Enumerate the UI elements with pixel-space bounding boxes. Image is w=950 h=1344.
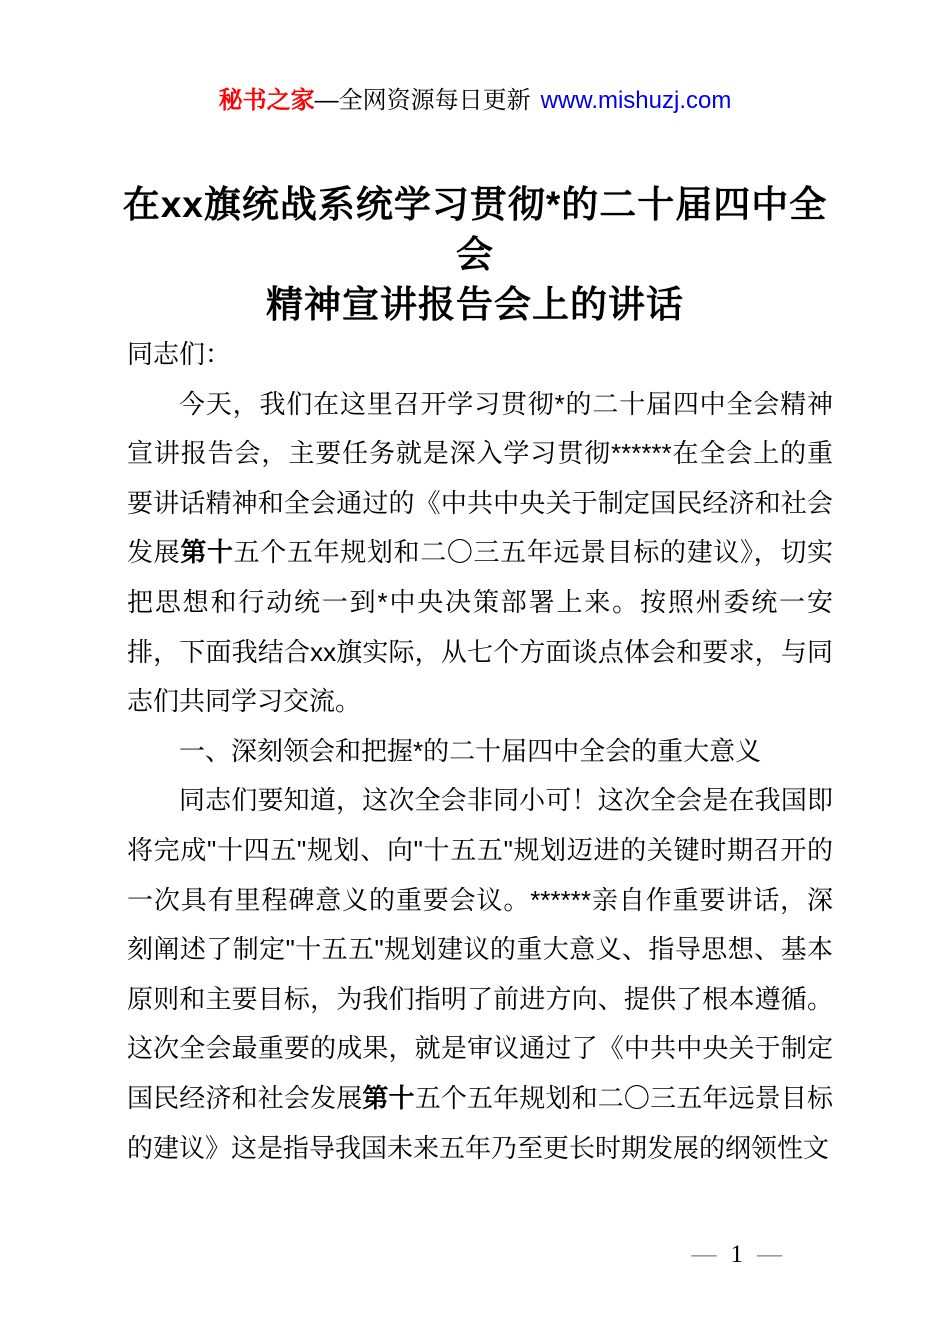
title-line-1: 在xx旗统战系统学习贯彻*的二十届四中全会 (122, 184, 828, 275)
document-title (117, 180, 833, 330)
site-name: 秘书之家 (218, 87, 315, 114)
text-segment: 五个五年规划和二〇三五年远景目标的建议》，切实把思想和行动统一到*中央决策部署上来。按照州委统一安排，下面我结合xx旗实际，从七个方面谈点体会和要求，与同志们共同学习交流。 (127, 537, 833, 717)
page-number-dash-right: — (757, 1241, 782, 1268)
text-segment: 五个五年规划和二〇三五年远景目标的建议》这是指导我国未来五年乃至更长时期发展的纲领性文 (127, 1082, 833, 1163)
bold-text-segment: 第十 (180, 537, 234, 568)
title-line-2: 精神宣讲报告会上的讲话 (266, 284, 684, 325)
body-paragraph (127, 330, 833, 380)
body-paragraph (127, 380, 833, 727)
document-header (0, 86, 950, 116)
body-paragraph (127, 776, 833, 1173)
page-number-value: 1 (730, 1241, 743, 1268)
text-segment: 一、深刻领会和把握*的二十届四中全会的重大意义 (179, 735, 762, 766)
document-body (127, 330, 833, 1182)
site-tagline: —全网资源每日更新 (314, 87, 531, 114)
text-segment: 今天，我们在这里召开学习贯彻*的二十届四中全会精神宣讲报告会，主要任务就是深入学习贯彻******在全会上的重要讲话精神和全会通过的《中共中央关于制定国民经济和社会发展 (127, 388, 833, 568)
page-number-dash-left: — (691, 1241, 717, 1268)
text-segment: 同志们要知道，这次全会非同小可！这次全会是在我国即将完成"十四五"规划、向"十五五"规划迈进的关键时期召开的一次具有里程碑意义的重要会议。******亲自作重要讲话，深刻阐述了制定"十五五"规划建议的重大意义、指导思想、基本原则和主要目标，为我们指明了前进方向、提供了根本遵循。这次全会最重要的成果，就是审议通过了《中共中央关于制定国民经济和社会发展 (127, 785, 833, 1113)
page-number (0, 1242, 782, 1267)
bold-text-segment: 第十 (362, 1082, 415, 1113)
section-heading (127, 727, 833, 777)
site-url-link[interactable]: www.mishuzj.com (540, 87, 732, 114)
text-segment: 同志们： (127, 339, 232, 369)
